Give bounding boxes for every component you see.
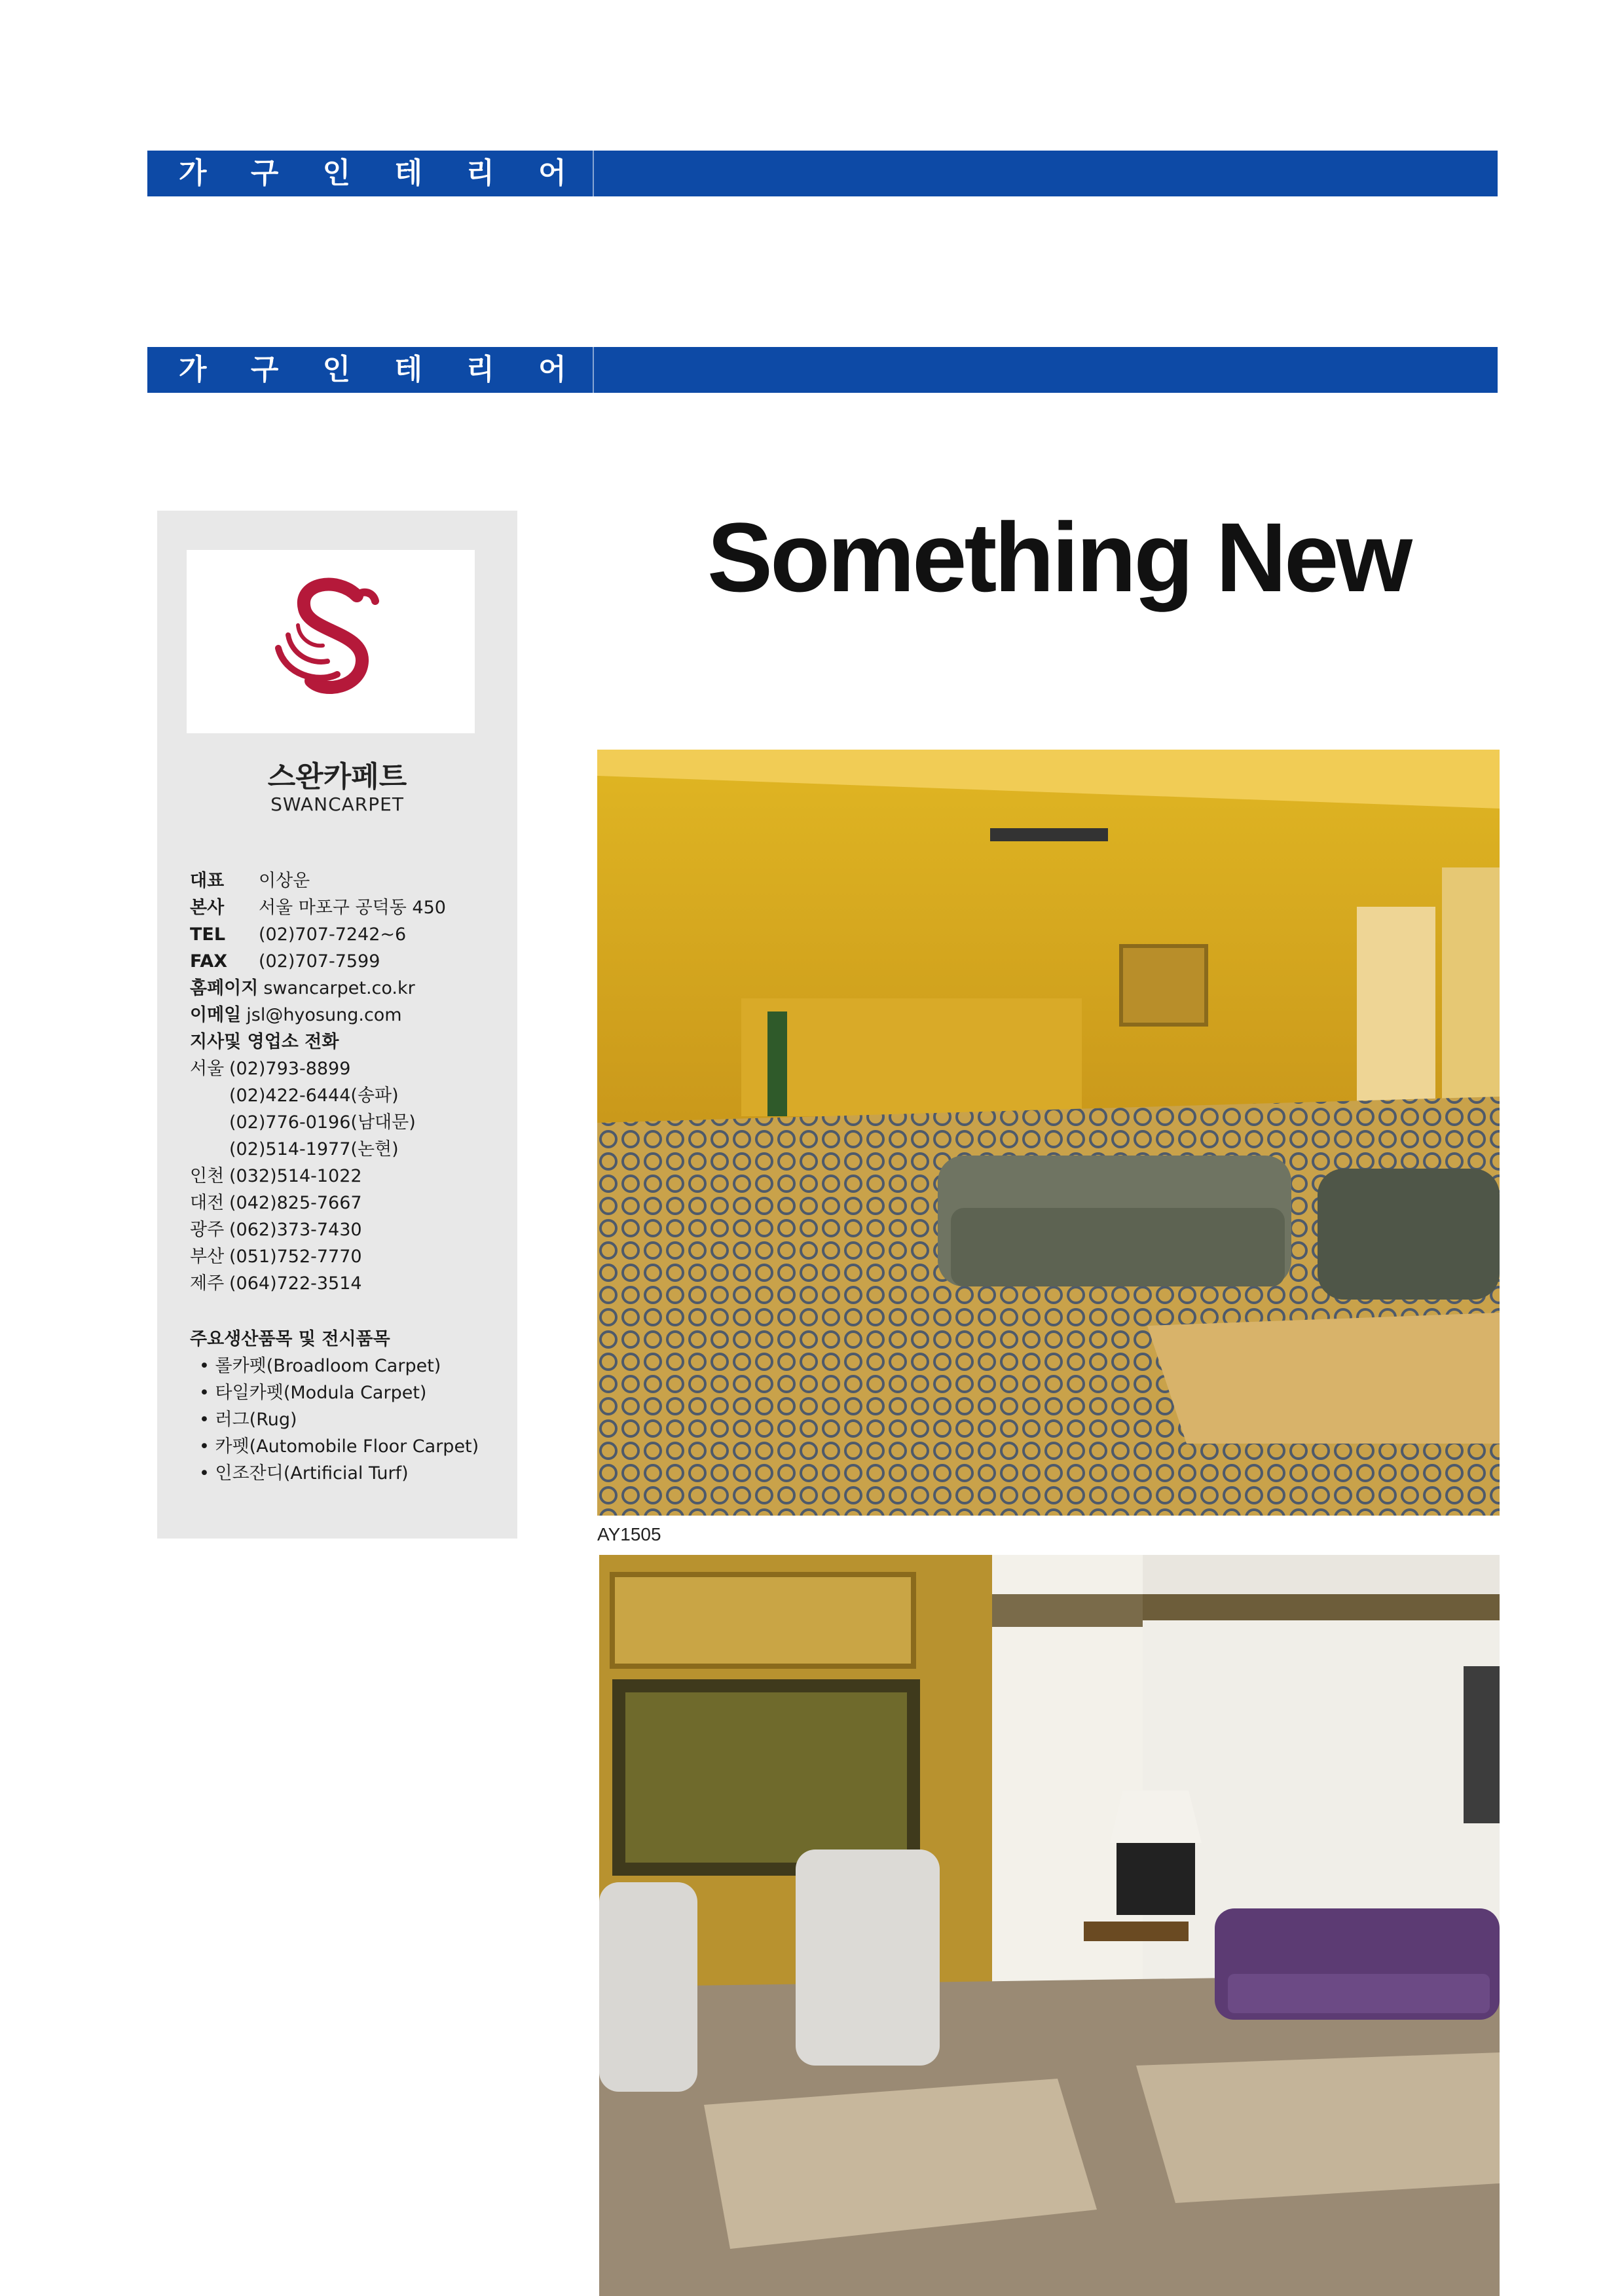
branch-number: (062)373-7430 — [229, 1220, 362, 1240]
product-item: • 인조잔디(Artificial Turf) — [190, 1460, 479, 1487]
section-band-label: 가 구 인 테 리 어 — [179, 353, 583, 386]
band-divider — [593, 347, 594, 393]
contact-info — [190, 867, 446, 1297]
seoul-row — [190, 1055, 446, 1082]
email-label: 이메일 — [190, 1005, 242, 1025]
homepage-value: swancarpet.co.kr — [263, 978, 415, 998]
lobby-illustration — [599, 1555, 1500, 2296]
branch-city: 부산 — [190, 1247, 225, 1267]
branch-city: 대전 — [190, 1193, 225, 1213]
seoul-number-extra: (02)514-1977(논현) — [229, 1139, 399, 1159]
living-room-photo — [597, 750, 1500, 1516]
fax-label: FAX — [190, 951, 228, 972]
swan-logo-icon — [259, 570, 403, 714]
product-list — [190, 1326, 479, 1487]
product-item: • 카펫(Automobile Floor Carpet) — [190, 1433, 479, 1460]
branch-row — [190, 1163, 446, 1190]
branch-city: 인천 — [190, 1166, 225, 1186]
branch-number: (064)722-3514 — [229, 1273, 362, 1294]
ceo-row — [190, 867, 446, 894]
email-row — [190, 1002, 446, 1029]
homepage-row — [190, 975, 446, 1002]
email-value: jsl@hyosung.com — [246, 1005, 402, 1025]
band-divider — [593, 151, 594, 196]
section-band-label: 가 구 인 테 리 어 — [179, 156, 583, 190]
page-headline: Something New — [707, 502, 1411, 612]
company-name-english: SWANCARPET — [270, 793, 404, 815]
branch-number: (042)825-7667 — [229, 1193, 362, 1213]
fax-row — [190, 948, 446, 975]
branch-number: (051)752-7770 — [229, 1247, 362, 1267]
product-item: • 타일카펫(Modula Carpet) — [190, 1379, 479, 1406]
fax-value: (02)707-7599 — [259, 951, 380, 972]
branch-row — [190, 1243, 446, 1270]
branch-row — [190, 1270, 446, 1297]
seoul-label: 서울 — [190, 1059, 225, 1079]
branch-row — [190, 1190, 446, 1216]
branch-city: 광주 — [190, 1220, 225, 1240]
ceo-label: 대표 — [190, 871, 225, 891]
company-info-panel — [157, 511, 517, 1539]
product-item: • 롤카펫(Broadloom Carpet) — [190, 1353, 479, 1379]
living-room-illustration — [597, 750, 1500, 1516]
seoul-number-extra: (02)776-0196(남대문) — [229, 1112, 416, 1133]
seoul-number: (02)793-8899 — [229, 1059, 351, 1079]
company-name-korean: 스완카페트 — [267, 760, 407, 793]
homepage-label: 홈페이지 — [190, 978, 259, 998]
product-item: • 러그(Rug) — [190, 1406, 479, 1433]
logo-box — [187, 550, 475, 733]
ceo-value: 이상운 — [259, 871, 310, 891]
branches-heading: 지사및 영업소 전화 — [190, 1032, 339, 1052]
tel-row — [190, 921, 446, 948]
hq-label: 본사 — [190, 898, 225, 918]
products-heading: 주요생산품목 및 전시품목 — [190, 1329, 390, 1349]
section-band-top — [147, 151, 1498, 196]
tel-value: (02)707-7242~6 — [259, 924, 407, 945]
hq-row — [190, 894, 446, 921]
photo-caption: AY1505 — [597, 1524, 661, 1544]
section-band-second — [147, 347, 1498, 393]
branch-row — [190, 1216, 446, 1243]
branch-city: 제주 — [190, 1273, 225, 1294]
tel-label: TEL — [190, 924, 226, 945]
seoul-number-extra: (02)422-6444(송파) — [229, 1085, 399, 1106]
lobby-photo — [599, 1555, 1500, 2296]
branch-number: (032)514-1022 — [229, 1166, 362, 1186]
hq-value: 서울 마포구 공덕동 450 — [259, 898, 446, 918]
